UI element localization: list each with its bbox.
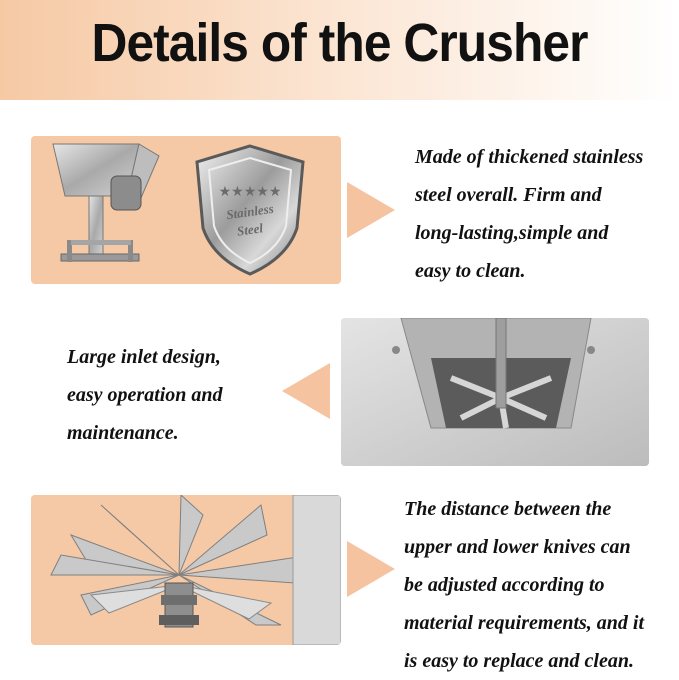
badge-text-line1: Stainless (225, 200, 275, 223)
description-1-line: Made of thickened stainless (415, 146, 644, 168)
arrow-right-icon (347, 182, 395, 238)
machine-photo-panel (31, 136, 341, 284)
description-1-line: long-lasting,simple and (415, 222, 609, 244)
description-3 (404, 490, 644, 680)
description-3-line: material requirements, and it (404, 612, 645, 634)
svg-text:★★★★★: ★★★★★ (218, 184, 282, 200)
description-1-line: easy to clean. (415, 260, 526, 282)
arrow-right-icon (347, 541, 395, 597)
inlet-photo (341, 318, 649, 466)
description-3-line: be adjusted according to (404, 574, 605, 596)
description-1 (415, 138, 643, 290)
description-2-line: Large inlet design, (67, 346, 221, 368)
description-2-line: maintenance. (67, 422, 179, 444)
description-2-line: easy operation and (67, 384, 223, 406)
description-2 (67, 338, 223, 452)
description-3-line: is easy to replace and clean. (404, 650, 634, 672)
description-1-line: steel overall. Firm and (415, 184, 602, 206)
description-3-line: upper and lower knives can (404, 536, 631, 558)
shield-badge-icon (191, 142, 309, 278)
cutter-blades-image (31, 495, 341, 645)
arrow-left-icon (282, 363, 330, 419)
page-title: Details of the Crusher (91, 13, 588, 73)
blades-photo-panel (31, 495, 341, 645)
badge-text-line2: Steel (236, 220, 264, 239)
description-3-line: The distance between the (404, 498, 612, 520)
